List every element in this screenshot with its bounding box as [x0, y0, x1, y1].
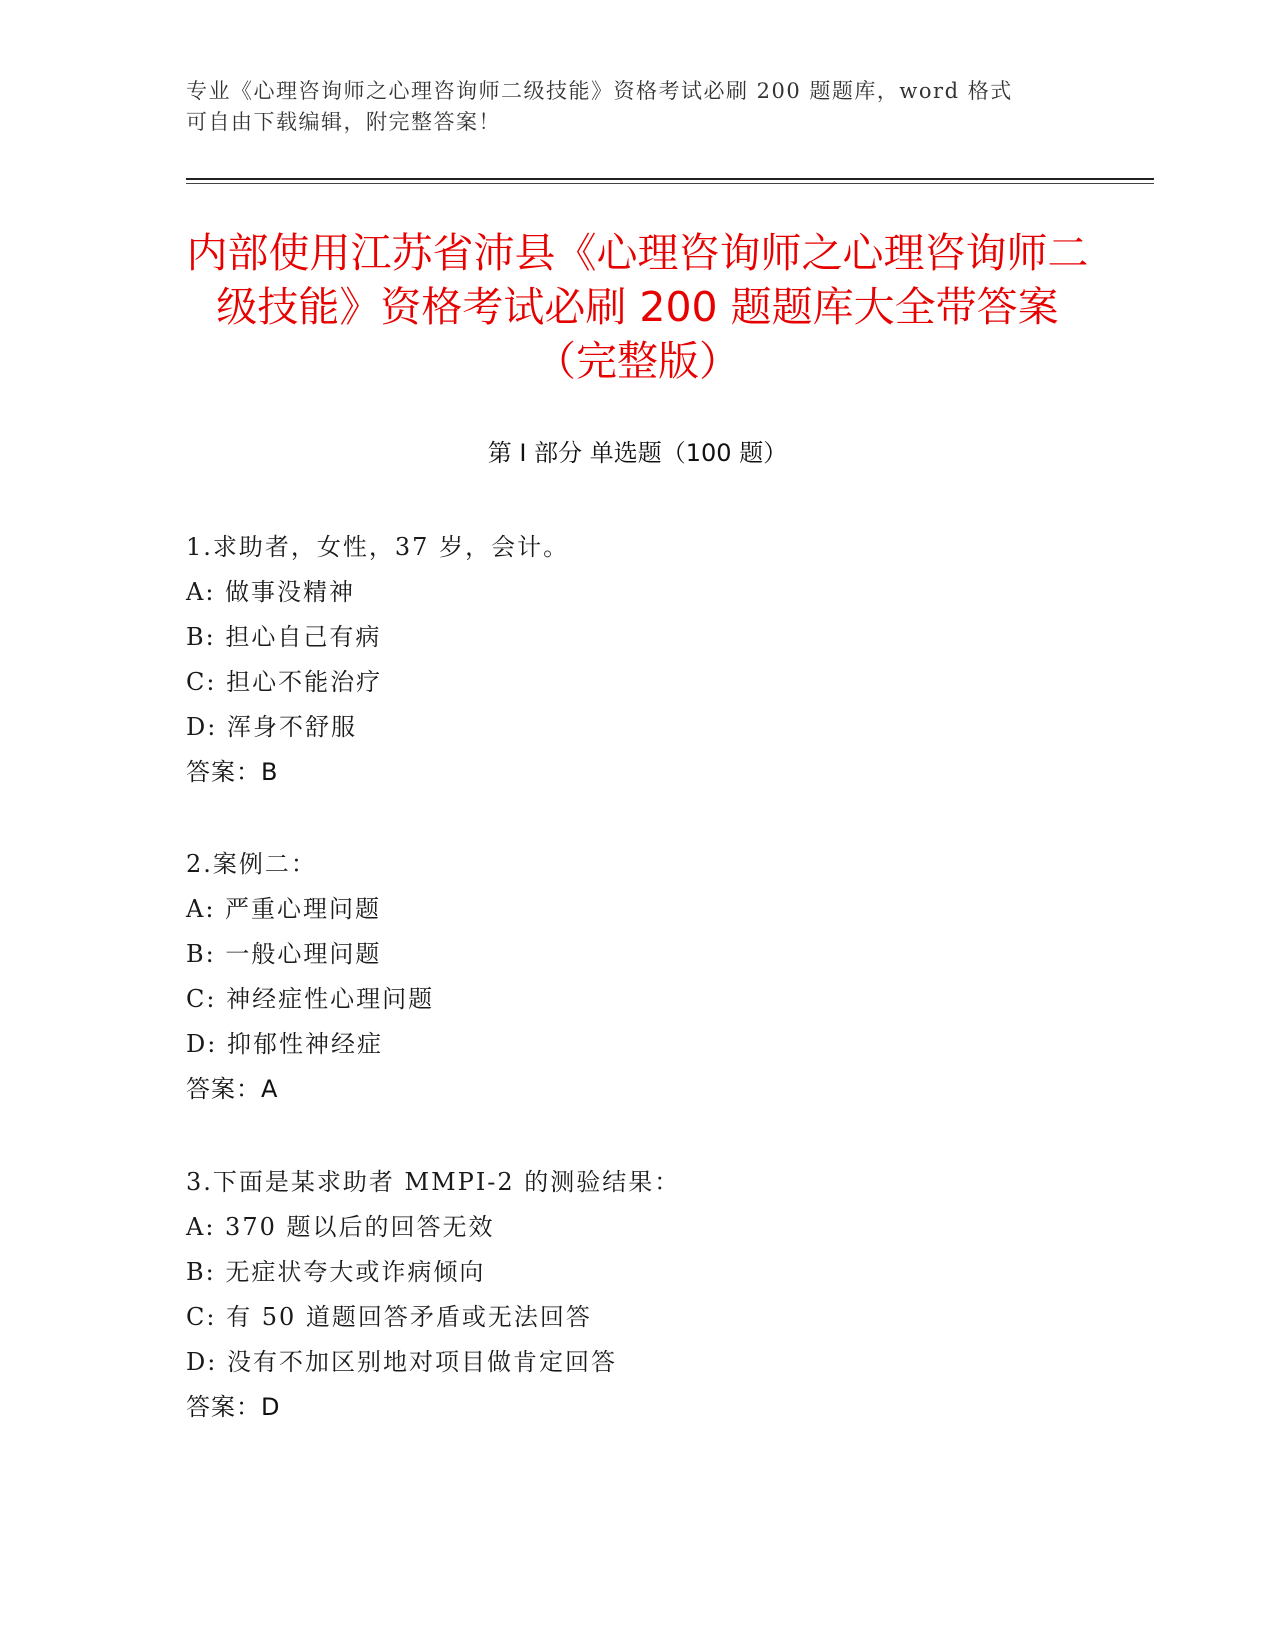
document-title [150, 226, 1125, 388]
option-a: A: 做事没精神 [186, 578, 356, 606]
option-a: A: 严重心理问题 [186, 895, 382, 923]
option-d: D: 浑身不舒服 [186, 713, 357, 741]
intro-line: 可自由下载编辑，附完整答案！ [186, 110, 501, 134]
answer-line: 答案：D [186, 1393, 281, 1421]
question-block [186, 842, 1086, 1112]
title-line: （完整版） [535, 337, 740, 385]
title-line: 内部使用江苏省沛县《心理咨询师之心理咨询师二 [186, 229, 1089, 277]
intro-line: 专业《心理咨询师之心理咨询师二级技能》资格考试必刷 200 题题库，word 格式 [186, 79, 1013, 103]
option-a: A: 370 题以后的回答无效 [186, 1213, 495, 1241]
question-block [186, 1160, 1086, 1430]
question-stem: 2.案例二： [186, 850, 317, 878]
option-b: B: 无症状夸大或诈病倾向 [186, 1258, 486, 1286]
option-d: D: 抑郁性神经症 [186, 1030, 383, 1058]
section-heading: 第 I 部分 单选题（100 题） [487, 439, 788, 467]
title-line: 级技能》资格考试必刷 200 题题库大全带答案 [216, 283, 1059, 331]
intro-text [186, 76, 1066, 138]
option-c: C: 神经症性心理问题 [186, 985, 435, 1013]
option-b: B: 一般心理问题 [186, 940, 382, 968]
option-b: B: 担心自己有病 [186, 623, 382, 651]
option-c: C: 有 50 道题回答矛盾或无法回答 [186, 1303, 592, 1331]
answer-line: 答案：B [186, 758, 279, 786]
answer-line: 答案：A [186, 1075, 279, 1103]
question-stem: 1.求助者，女性，37 岁，会计。 [186, 533, 570, 561]
question-block [186, 525, 1086, 795]
question-stem: 3.下面是某求助者 MMPI-2 的测验结果： [186, 1168, 681, 1196]
header-divider-thin [186, 183, 1154, 184]
header-divider [186, 178, 1154, 180]
option-c: C: 担心不能治疗 [186, 668, 383, 696]
option-d: D: 没有不加区别地对项目做肯定回答 [186, 1348, 617, 1376]
